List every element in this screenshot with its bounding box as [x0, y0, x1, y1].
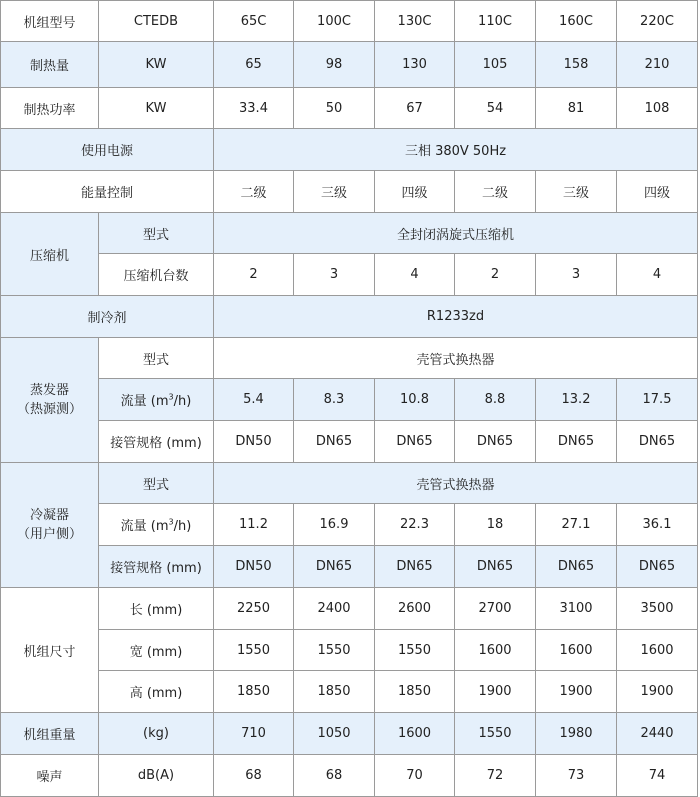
row-heating-capacity	[1, 42, 698, 88]
value-cell: 1600	[375, 713, 455, 755]
value-cell: 81	[536, 88, 617, 129]
unit-cell: dB(A)	[99, 755, 214, 797]
value-cell: 10.8	[375, 379, 455, 421]
row-label: 机组重量	[1, 713, 99, 755]
model-cell: 160C	[536, 1, 617, 42]
value-cell: 3100	[536, 588, 617, 630]
unit-cell: (kg)	[99, 713, 214, 755]
sub-label: 型式	[99, 213, 214, 254]
value-cell: 1050	[294, 713, 375, 755]
flow-label: 流量 $(m^3/h)$	[99, 379, 214, 421]
value-cell: 4	[617, 254, 698, 296]
value-cell: 5.4	[214, 379, 294, 421]
value-cell: 8.8	[455, 379, 536, 421]
value-cell: 4	[375, 254, 455, 296]
value-cell: 22.3	[375, 504, 455, 546]
value-cell: 3	[294, 254, 375, 296]
value-cell: 2400	[294, 588, 375, 630]
value-cell: 130	[375, 42, 455, 88]
merged-value: 三相 380V 50Hz	[214, 129, 698, 171]
value-cell: 65	[214, 42, 294, 88]
value-cell: DN65	[455, 546, 536, 588]
value-cell: 27.1	[536, 504, 617, 546]
value-cell: 72	[455, 755, 536, 797]
merged-value: 壳管式换热器	[214, 338, 698, 379]
value-cell: 二级	[214, 171, 294, 213]
row-condenser-pipe	[1, 546, 698, 588]
row-width	[1, 630, 698, 671]
value-cell: DN65	[617, 546, 698, 588]
value-cell: DN65	[294, 546, 375, 588]
model-cell: 65C	[214, 1, 294, 42]
value-cell: 54	[455, 88, 536, 129]
value-cell: 67	[375, 88, 455, 129]
value-cell: 2250	[214, 588, 294, 630]
value-cell: 36.1	[617, 504, 698, 546]
value-cell: 17.5	[617, 379, 698, 421]
value-cell: 710	[214, 713, 294, 755]
value-cell: 105	[455, 42, 536, 88]
row-energy-control	[1, 171, 698, 213]
value-cell: 18	[455, 504, 536, 546]
value-cell: 68	[214, 755, 294, 797]
value-cell: 11.2	[214, 504, 294, 546]
value-cell: 2700	[455, 588, 536, 630]
value-cell: 13.2	[536, 379, 617, 421]
row-label: 制热功率	[1, 88, 99, 129]
value-cell: 1850	[375, 671, 455, 713]
value-cell: 三级	[536, 171, 617, 213]
row-heating-power	[1, 88, 698, 129]
value-cell: 四级	[617, 171, 698, 213]
value-cell: 16.9	[294, 504, 375, 546]
sub-label: 宽 (mm)	[99, 630, 214, 671]
value-cell: DN65	[536, 421, 617, 463]
model-cell: 130C	[375, 1, 455, 42]
value-cell: 三级	[294, 171, 375, 213]
value-cell: 1600	[617, 630, 698, 671]
value-cell: 1850	[214, 671, 294, 713]
unit-cell: KW	[99, 88, 214, 129]
value-cell: DN65	[294, 421, 375, 463]
series-name: CTEDB	[99, 1, 214, 42]
sub-label: 高 (mm)	[99, 671, 214, 713]
value-cell: 1900	[536, 671, 617, 713]
value-cell: 四级	[375, 171, 455, 213]
row-length	[1, 588, 698, 630]
value-cell: DN65	[375, 546, 455, 588]
group-label-dimensions: 机组尺寸	[1, 588, 99, 713]
row-height	[1, 671, 698, 713]
sub-label: 长 (mm)	[99, 588, 214, 630]
row-label: 噪声	[1, 755, 99, 797]
value-cell: 1550	[375, 630, 455, 671]
row-label: 制冷剂	[1, 296, 214, 338]
row-label: 制热量	[1, 42, 99, 88]
row-evaporator-type	[1, 338, 698, 379]
value-cell: DN65	[455, 421, 536, 463]
model-label: 机组型号	[1, 1, 99, 42]
value-cell: 2600	[375, 588, 455, 630]
value-cell: DN50	[214, 421, 294, 463]
evaporator-label: 蒸发器	[29, 383, 69, 398]
value-cell: 33.4	[214, 88, 294, 129]
condenser-sublabel: （用户侧）	[16, 527, 82, 542]
value-cell: 1980	[536, 713, 617, 755]
row-noise	[1, 755, 698, 797]
value-cell: DN65	[375, 421, 455, 463]
value-cell: 2	[214, 254, 294, 296]
value-cell: 68	[294, 755, 375, 797]
model-cell: 100C	[294, 1, 375, 42]
group-label-condenser	[1, 463, 99, 588]
merged-value: 全封闭涡旋式压缩机	[214, 213, 698, 254]
sub-label: 压缩机台数	[99, 254, 214, 296]
row-compressor-type	[1, 213, 698, 254]
condenser-label: 冷凝器	[29, 508, 69, 523]
value-cell: 3	[536, 254, 617, 296]
value-cell: 1900	[617, 671, 698, 713]
value-cell: 70	[375, 755, 455, 797]
value-cell: 1900	[455, 671, 536, 713]
value-cell: DN65	[536, 546, 617, 588]
merged-value: R1233zd	[214, 296, 698, 338]
unit-cell: KW	[99, 42, 214, 88]
value-cell: 8.3	[294, 379, 375, 421]
row-power-supply	[1, 129, 698, 171]
model-cell: 220C	[617, 1, 698, 42]
value-cell: 1850	[294, 671, 375, 713]
group-label-evaporator	[1, 338, 99, 463]
row-weight	[1, 713, 698, 755]
value-cell: 158	[536, 42, 617, 88]
value-cell: 2440	[617, 713, 698, 755]
value-cell: 98	[294, 42, 375, 88]
row-label: 能量控制	[1, 171, 214, 213]
value-cell: 73	[536, 755, 617, 797]
sub-label: 接管规格 (mm)	[99, 546, 214, 588]
sub-label: 型式	[99, 338, 214, 379]
row-refrigerant	[1, 296, 698, 338]
value-cell: 74	[617, 755, 698, 797]
sub-label: 接管规格 (mm)	[99, 421, 214, 463]
value-cell: 1550	[294, 630, 375, 671]
group-label-compressor: 压缩机	[1, 213, 99, 296]
model-cell: 110C	[455, 1, 536, 42]
value-cell: 1550	[455, 713, 536, 755]
evaporator-sublabel: （热源测）	[16, 402, 82, 417]
value-cell: 1600	[455, 630, 536, 671]
row-model	[1, 1, 698, 42]
value-cell: 二级	[455, 171, 536, 213]
value-cell: 1600	[536, 630, 617, 671]
merged-value: 壳管式换热器	[214, 463, 698, 504]
row-evaporator-pipe	[1, 421, 698, 463]
row-compressor-count	[1, 254, 698, 296]
row-condenser-type	[1, 463, 698, 504]
value-cell: 3500	[617, 588, 698, 630]
value-cell: DN50	[214, 546, 294, 588]
value-cell: 2	[455, 254, 536, 296]
sub-label: 型式	[99, 463, 214, 504]
row-evaporator-flow	[1, 379, 698, 421]
value-cell: DN65	[617, 421, 698, 463]
value-cell: 108	[617, 88, 698, 129]
row-condenser-flow	[1, 504, 698, 546]
flow-label: 流量 $(m^3/h)$	[99, 504, 214, 546]
value-cell: 50	[294, 88, 375, 129]
value-cell: 210	[617, 42, 698, 88]
row-label: 使用电源	[1, 129, 214, 171]
value-cell: 1550	[214, 630, 294, 671]
